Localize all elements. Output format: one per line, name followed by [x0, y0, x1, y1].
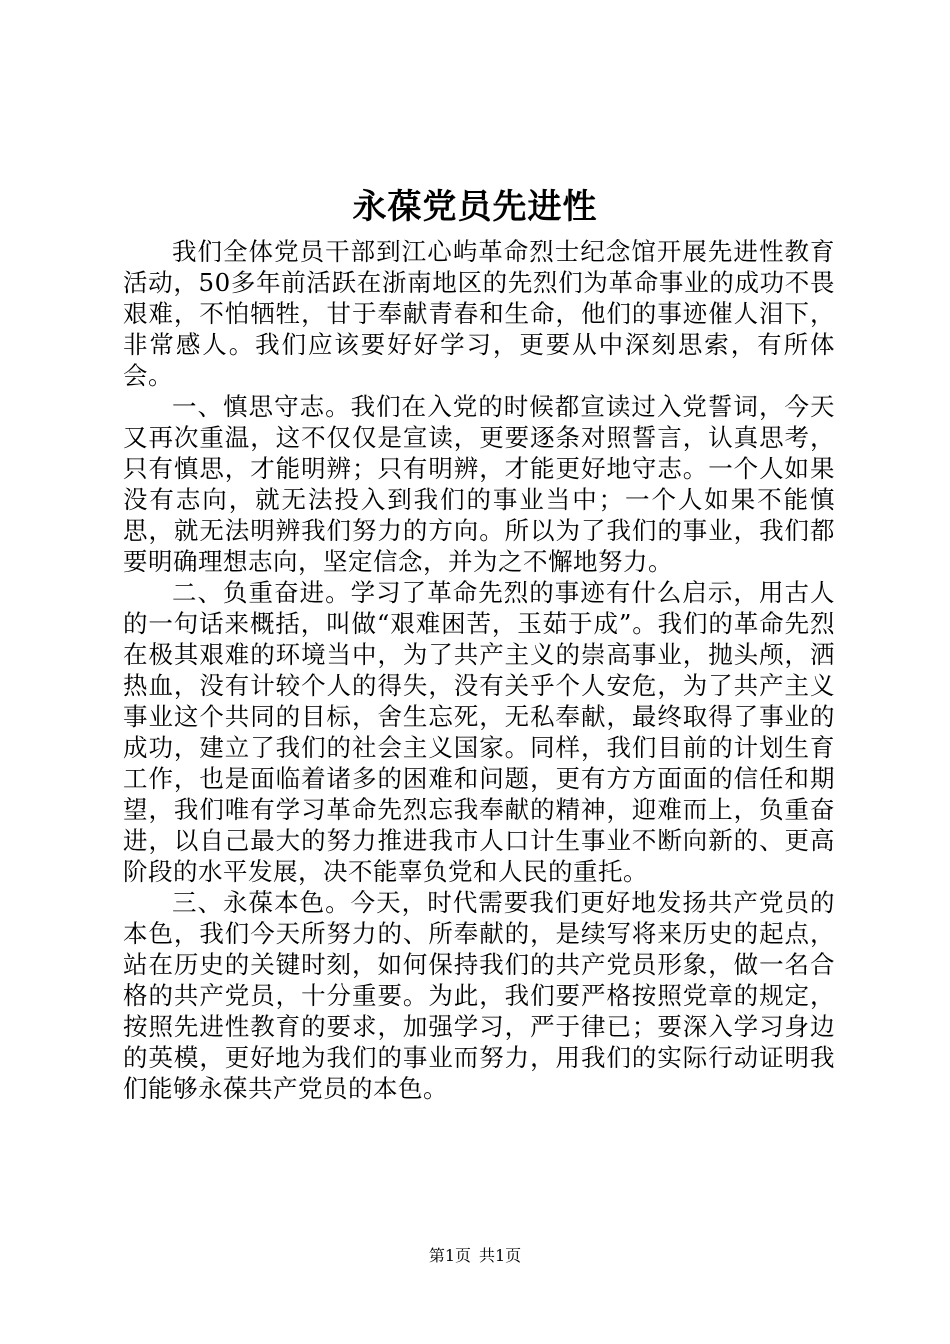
- page-footer: [0, 1245, 950, 1267]
- document-title: 永葆党员先进性: [352, 187, 598, 227]
- paragraph-section-3: 三、永葆本色。今天，时代需要我们更好地发扬共产党员的本色，我们今天所努力的、所奉献的，是续写将来历史的起点，站在历史的关键时刻，如何保持我们的共产党员形象，做一名合格的共产党员，十分重要。为此，我们要严格按照党章的规定，按照先进性教育的要求，加强学习，严于律已；要深入学习身边的英模，更好地为我们的事业而努力，用我们的实际行动证明我们能够永葆共产党员的本色。: [123, 888, 835, 1103]
- paragraph-section-2: 二、负重奋进。学习了革命先烈的事迹有什么启示，用古人的一句话来概括，叫做“艰难困苦，玉茹于成”。我们的革命先烈在极其艰难的环境当中，为了共产主义的崇高事业，抛头颅，洒热血，没有计较个人的得失，没有关乎个人安危，为了共产主义事业这个共同的目标，舍生忘死，无私奉献，最终取得了事业的成功，建立了我们的社会主义国家。同样，我们目前的计划生育工作，也是面临着诸多的困难和问题，更有方方面面的信任和期望，我们唯有学习革命先烈忘我奉献的精神，迎难而上，负重奋进，以自己最大的努力推进我市人口计生事业不断向新的、更高阶段的水平发展，决不能辜负党和人民的重托。: [123, 578, 835, 886]
- paragraph-intro: 我们全体党员干部到江心屿革命烈士纪念馆开展先进性教育活动，50多年前活跃在浙南地区的先烈们为革命事业的成功不畏艰难，不怕牺牲，甘于奉献青春和生命，他们的事迹催人泪下，非常感人。我们应该要好好学习，更要从中深刻思索，有所体会。: [123, 237, 835, 390]
- page-total: 共1页: [479, 1246, 522, 1265]
- document-body: [123, 236, 835, 1104]
- paragraph-section-1: 一、慎思守志。我们在入党的时候都宣读过入党誓词，今天又再次重温，这不仅仅是宣读，更要逐条对照誓言，认真思考，只有慎思，才能明辨；只有明辨，才能更好地守志。一个人如果没有志向，就无法投入到我们的事业当中；一个人如果不能慎思，就无法明辨我们努力的方向。所以为了我们的事业，我们都要明确理想志向，坚定信念，并为之不懈地努力。: [123, 392, 835, 576]
- page-number: 第1页: [428, 1246, 471, 1265]
